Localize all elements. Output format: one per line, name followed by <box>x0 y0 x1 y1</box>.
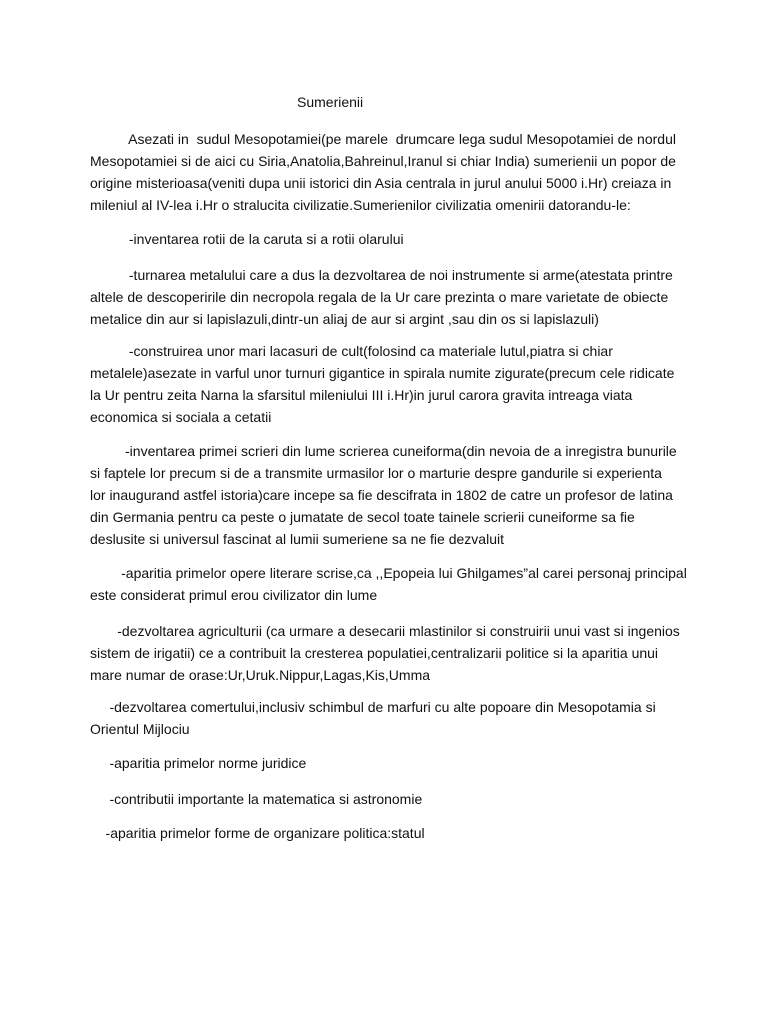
paragraph-line: -aparitia primelor norme juridice <box>90 755 307 771</box>
paragraph-line: -contributii importante la matematica si astronomie <box>90 791 423 807</box>
paragraph <box>90 788 678 810</box>
paragraph-line: este considerat primul erou civilizator din lume <box>90 587 378 603</box>
paragraph-line: origine misterioasa(veniti dupa unii istorici din Asia centrala in jurul anului 5000 i.Hr) creiaza in <box>90 175 672 191</box>
paragraph-line: -dezvoltarea agriculturii (ca urmare a desecarii mlastinilor si construirii unui vast si ingenios <box>90 623 680 639</box>
paragraph-line: altele de descoperirile din necropola regala de la Ur care prezinta o mare varietate de obiecte <box>90 289 669 305</box>
paragraph-line: Asezati in sudul Mesopotamiei(pe marele drumcare lega sudul Mesopotamiei de nordul <box>90 131 676 147</box>
paragraph-line: metalele)asezate in varful unor turnuri gigantice in spirala numite zigurate(precum cele ridicate <box>90 365 675 381</box>
paragraph-line: Orientul Mijlociu <box>90 721 190 737</box>
paragraph-line: la Ur pentru zeita Narna la sfarsitul mileniului III i.Hr)in jurul carora gravita intreaga viata <box>90 387 633 403</box>
paragraph <box>90 440 678 550</box>
paragraph <box>90 752 678 774</box>
paragraph-line: -turnarea metalului care a dus la dezvoltarea de noi instrumente si arme(atestata printre <box>90 267 673 283</box>
paragraph-line: -construirea unor mari lacasuri de cult(folosind ca materiale lutul,piatra si chiar <box>90 343 613 359</box>
paragraph-line: economica si sociala a cetatii <box>90 409 272 425</box>
paragraph-line: deslusite si universul fascinat al lumii sumeriene sa ne fie dezvaluit <box>90 531 504 547</box>
paragraph-line: Mesopotamiei si de aici cu Siria,Anatolia,Bahreinul,Iranul si chiar India) sumerienii un popor de <box>90 153 676 169</box>
paragraph-line: -aparitia primelor forme de organizare politica:statul <box>90 825 425 841</box>
paragraph <box>90 620 678 686</box>
paragraph-line: metalice din aur si lapislazuli,dintr-un aliaj de aur si argint ,sau din os si lapislazuli) <box>90 311 599 327</box>
paragraph-line: lor inaugurand astfel istoria)care incepe sa fie descifrata in 1802 de catre un profesor de latina <box>90 487 673 503</box>
paragraph <box>90 340 678 428</box>
paragraph-line: si faptele lor precum si de a transmite urmasilor lor o marturie despre gandurile si experienta <box>90 465 662 481</box>
paragraph <box>90 696 678 740</box>
paragraph <box>90 822 678 844</box>
paragraph-line: -dezvoltarea comertului,inclusiv schimbul de marfuri cu alte popoare din Mesopotamia si <box>90 699 656 715</box>
paragraph <box>90 264 678 330</box>
paragraph-line: mare numar de orase:Ur,Uruk.Nippur,Lagas,Kis,Umma <box>90 667 431 683</box>
paragraph-line: -inventarea rotii de la caruta si a rotii olarului <box>90 231 404 247</box>
document-title: Sumerienii <box>297 94 364 110</box>
paragraph <box>90 228 678 250</box>
paragraph-line: sistem de irigatii) ce a contribuit la cresterea populatiei,centralizarii politice si la aparitia unui <box>90 645 659 661</box>
paragraph <box>90 562 687 606</box>
paragraph-line: -inventarea primei scrieri din lume scrierea cuneiforma(din nevoia de a inregistra bunurile <box>90 443 677 459</box>
paragraph-line: din Germania pentru ca peste o jumatate de secol toate tainele scrierii cuneiforme sa fie <box>90 509 635 525</box>
paragraph-line: mileniul al IV-lea i.Hr o stralucita civilizatie.Sumerienilor civilizatia omenirii datorandu-le: <box>90 197 631 213</box>
paragraph-line: -aparitia primelor opere literare scrise,ca ,,Epopeia lui Ghilgames”al carei personaj principal <box>90 565 687 581</box>
paragraph <box>90 128 678 216</box>
